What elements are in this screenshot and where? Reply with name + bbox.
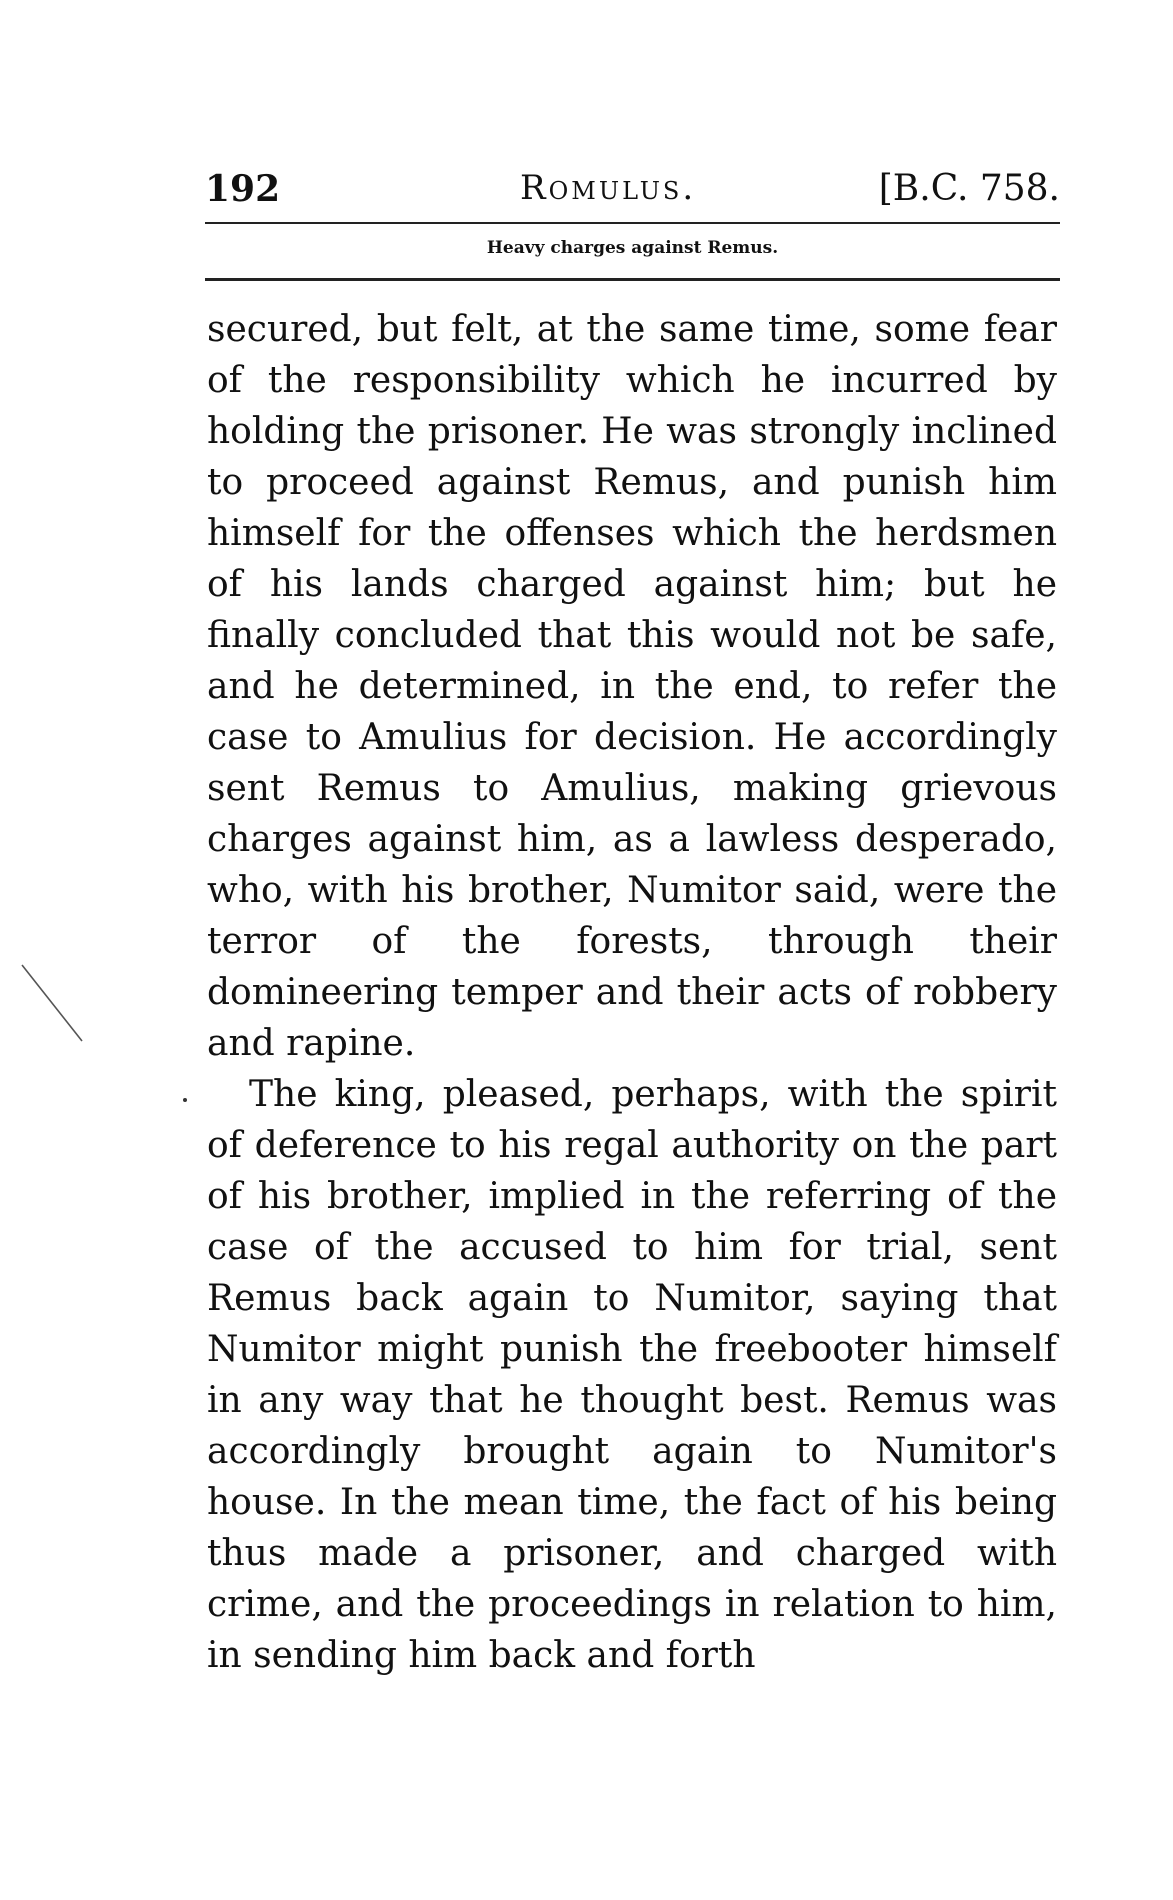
section-subtitle: Heavy charges against Remus. xyxy=(486,238,779,258)
margin-pencil-mark xyxy=(20,963,130,1043)
running-head: Romulus. xyxy=(520,168,697,208)
page-header xyxy=(205,168,1060,218)
paragraph: The king, pleased, perhaps, with the spirit of deference to his regal authority on the part of his brother, implied in the referring of the case of the accused to him for trial, sent Remus back again to Numitor, saying that Numitor might punish the freebooter himself in any way that he thought best. Remus was accordingly brought again to Numitor's house. In the mean time, the fact of his being thus made a prisoner, and charged with crime, and the proceedings in relation to him, in sending him back and forth xyxy=(207,1074,1057,1676)
header-rule-top xyxy=(205,222,1060,224)
header-rule-bottom xyxy=(205,278,1060,281)
page-number: 192 xyxy=(205,168,281,210)
paragraph: secured, but felt, at the same time, some fear of the responsibility which he incurred by holding the prisoner. He was strongly inclined to proceed against Remus, and punish him himself for the offenses which the herdsmen of his lands charged against him; but he finally concluded that this would not be safe, and he determined, in the end, to refer the case to Amulius for decision. He accordingly sent Remus to Amulius, making grievous charges against him, as a lawless desperado, who, with his brother, Numitor said, were the terror of the forests, through their domineering temper and their acts of robbery and rapine. xyxy=(207,309,1057,1064)
margin-dot xyxy=(183,1098,187,1102)
date-reference: [B.C. 758. xyxy=(878,168,1060,209)
body-text xyxy=(207,304,1057,1681)
